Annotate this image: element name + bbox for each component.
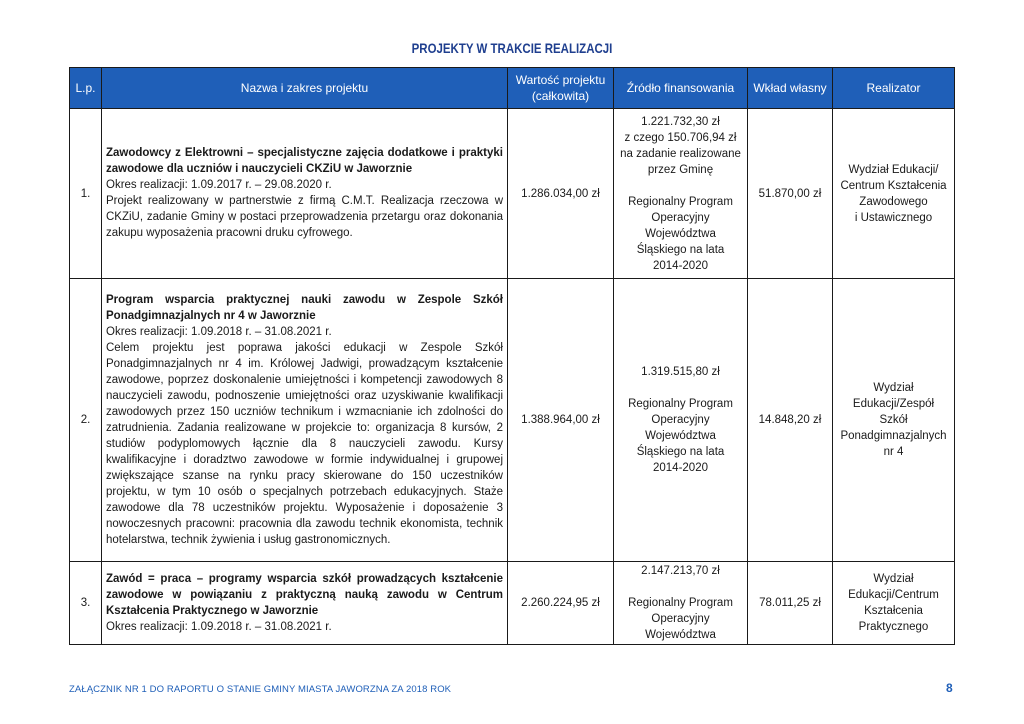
row-description: [102, 109, 508, 279]
source-line: Operacyjny: [651, 613, 710, 625]
footer-text: ZAŁĄCZNIK NR 1 DO RAPORTU O STANIE GMINY MIASTA JAWORZNA ZA 2018 ROK: [69, 684, 452, 695]
realizer-line: Zawodowego: [859, 195, 928, 208]
col-header-own: Wkład własny: [748, 68, 833, 109]
source-line: na zadanie realizowane: [620, 147, 741, 160]
row-source: [614, 562, 748, 645]
source-spacer: [617, 579, 744, 595]
project-description: Projekt realizowany w partnerstwie z firmą C.M.T. Realizacja rzeczowa w CKZiU, zadanie Gminy w postaci przeprowadzenia przetargu oraz dokonania zakupu wyposażenia pracowni druku cyfrowego.: [106, 195, 503, 239]
realizer-line: Praktycznego: [858, 621, 929, 633]
source-line: 1.319.515,80 zł: [641, 366, 720, 378]
row-own: 14.848,20 zł: [748, 279, 833, 562]
realizer-line: Wydział: [873, 382, 914, 394]
row-lp: 3.: [70, 562, 102, 645]
realizer-line: Wydział: [873, 573, 914, 585]
table-row: [70, 109, 955, 279]
source-line: Regionalny Program: [628, 195, 733, 208]
source-line: Śląskiego na lata: [636, 243, 725, 256]
project-description: Celem projektu jest poprawa jakości edukacji w Zespole Szkół Ponadgimnazjalnych nr 4 im. Królowej Jadwigi, prowadzącym kształcenie zawodowe, poprzez doskonalenie umiejętności i kompetencji zawodowych 8 nauczycieli zawodu, podnoszenie umiejętności oraz uzyskiwanie kwalifikacji zawodowych przez 150 uczniów technikum i wzmacnianie ich zdolności do zatrudnienia. Zadania realizowane w projekcie to: organizacja 8 kursów, 2 studiów podyplomowych łącznie dla 8 nauczycieli zawodu. Kursy kwalifikacyjne i doradztwo zawodowe w formie indywidualnej i grupowej zwiększające szanse na rynku pracy skierowane do 150 uczestników projektu, w tym 10 osób o specjalnych potrzebach edukacyjnych. Staże zawodowe dla 78 uczestników projektu. Wyposażenie i doposażenie 3 nowoczesnych pracowni: pracownia dla zawodu technik ekonomista, technik hotelarstwa, technik żywienia i usług gastronomicznych.: [106, 341, 503, 546]
page-number: 8: [946, 681, 953, 695]
source-line: Regionalny Program: [628, 597, 733, 609]
realizer-line: Ponadgimnazjalnych: [840, 430, 947, 442]
col-header-value: Wartość projektu (całkowita): [508, 68, 614, 109]
source-line: 2014-2020: [653, 259, 708, 272]
source-line: Województwa: [645, 629, 716, 641]
source-spacer: [617, 178, 744, 194]
source-line: 2014-2020: [653, 462, 708, 474]
realizer-line: i Ustawicznego: [854, 211, 933, 224]
realizer-line: nr 4: [883, 446, 904, 458]
project-title: Zawód = praca – programy wsparcia szkół prowadzących kształcenie zawodowe w powiązaniu z praktyczną nauką zawodu w Centrum Kształcenia Praktycznego w Jaworznie: [106, 572, 503, 617]
projects-table: [69, 67, 955, 645]
realizer-line: Centrum Kształcenia: [840, 179, 947, 192]
row-realizer: [833, 109, 955, 279]
row-realizer: [833, 279, 955, 562]
source-line: Śląskiego na lata: [636, 446, 725, 458]
col-header-source: Źródło finansowania: [614, 68, 748, 109]
table-header-row: [70, 68, 955, 109]
row-own: 51.870,00 zł: [748, 109, 833, 279]
row-description: [102, 279, 508, 562]
row-source: [614, 109, 748, 279]
source-line: Operacyjny: [651, 211, 710, 224]
project-period: Okres realizacji: 1.09.2018 r. – 31.08.2021 r.: [106, 325, 332, 338]
col-header-lp: L.p.: [70, 68, 102, 109]
row-value: 1.388.964,00 zł: [508, 279, 614, 562]
row-lp: 2.: [70, 279, 102, 562]
source-line: Województwa: [645, 227, 716, 240]
page-title: PROJEKTY W TRAKCIE REALIZACJI: [411, 40, 613, 56]
realizer-line: Edukacji/Centrum: [848, 589, 939, 601]
source-line: 2.147.213,70 zł: [641, 565, 720, 577]
source-spacer: [617, 380, 744, 396]
source-line: Województwa: [645, 430, 716, 442]
col-header-realizer: Realizator: [833, 68, 955, 109]
source-line: 1.221.732,30 zł: [641, 115, 720, 128]
realizer-line: Kształcenia: [864, 605, 923, 617]
realizer-line: Wydział Edukacji/: [848, 163, 939, 176]
table-row: [70, 562, 955, 645]
col-header-name: Nazwa i zakres projektu: [102, 68, 508, 109]
project-title: Zawodowcy z Elektrowni – specjalistyczne zajęcia dodatkowe i praktyki zawodowe dla uczniów i nauczycieli CKZiU w Jaworznie: [106, 147, 503, 175]
row-lp: 1.: [70, 109, 102, 279]
row-own: 78.011,25 zł: [748, 562, 833, 645]
project-period: Okres realizacji: 1.09.2017 r. – 29.08.2020 r.: [106, 179, 332, 191]
table-row: [70, 279, 955, 562]
source-line: z czego 150.706,94 zł: [624, 131, 737, 144]
row-value: 1.286.034,00 zł: [508, 109, 614, 279]
realizer-line: Szkół: [879, 414, 908, 426]
source-line: przez Gminę: [647, 163, 714, 176]
row-description: [102, 562, 508, 645]
project-period: Okres realizacji: 1.09.2018 r. – 31.08.2021 r.: [106, 620, 332, 633]
row-realizer: [833, 562, 955, 645]
source-line: Regionalny Program: [628, 398, 733, 410]
project-title: Program wsparcia praktycznej nauki zawodu w Zespole Szkół Ponadgimnazjalnych nr 4 w Jaworznie: [106, 293, 503, 322]
row-source: [614, 279, 748, 562]
row-value: 2.260.224,95 zł: [508, 562, 614, 645]
source-line: Operacyjny: [651, 414, 710, 426]
realizer-line: Edukacji/Zespół: [852, 398, 935, 410]
